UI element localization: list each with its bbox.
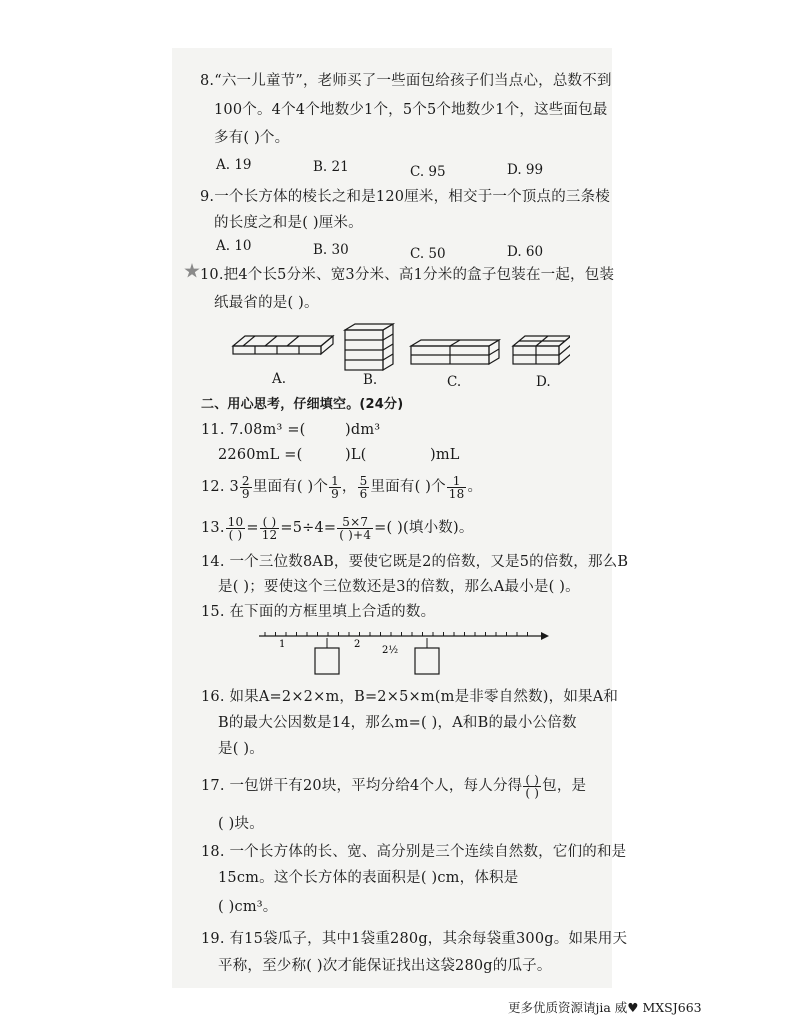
q12-fraction-1: $\frac{2}{9}$ [241,473,250,501]
q13-fraction-1: $\frac{10}{( )}$ [227,514,244,542]
tick-label-2: 2 [354,639,361,650]
q12-prefix: 12. 3 [201,479,239,495]
q19-line2: 平称，至少称( )次才能保证找出这袋280g的瓜子。 [218,958,552,974]
figure-a [233,336,333,354]
q18-line2: 15cm。这个长方体的表面积是( )cm，体积是 [218,870,519,886]
q10-line1: 10.把4个长5分米、宽3分米、高1分米的盒子包装在一起，包装 [200,267,615,283]
q13-eq-1: = [246,520,259,536]
q17-fraction: $\frac{( )}{( )}$ [525,772,540,800]
q12-fraction-2: $\frac{1}{9}$ [331,473,339,501]
q15-line1: 15. 在下面的方框里填上合适的数。 [201,604,436,620]
q12-end: 。 [467,479,483,495]
q13-fraction-2: $\frac{( )}{12}$ [261,514,278,542]
q8-line2: 100个。4个4个地数少1个，5个5个地数少1个，这些面包最 [214,102,608,118]
q11-line1b: )dm³ [345,422,381,438]
q10-label-b: B. [363,372,378,388]
q8-option-b: B. 21 [313,159,349,175]
q10-label-d: D. [536,374,551,390]
q12-text-2: 里面有( )个 [370,479,446,495]
q9-option-d: D. 60 [507,244,544,260]
q10-label-a: A. [272,371,287,387]
q11-line2a: 2260mL =( [218,447,303,463]
q16-line3: 是( )。 [218,741,264,757]
q13-end: =( )(填小数)。 [374,520,474,536]
q12-comma: ， [341,479,357,495]
tick-label-2-5: 2½ [382,645,399,656]
q12-fraction-4: $\frac{1}{18}$ [448,473,465,501]
figure-d [513,336,570,364]
q18-line1: 18. 一个长方体的长、宽、高分别是三个连续自然数，它们的和是 [201,844,627,860]
q12-text-1: 里面有( )个 [252,479,329,495]
q13-line [201,511,474,545]
figure-b [345,324,393,370]
q11-line1a: 11. 7.08m³ =( [201,422,306,438]
q8-line3: 多有( )个。 [214,130,290,146]
q14-line2: 是( )；要使这个三位数还是3的倍数，那么A最小是( )。 [218,579,580,595]
answer-box-2 [415,648,439,674]
q13-fraction-3: $\frac{5\times 7}{( )+4}$ [339,514,372,542]
q11-line2c: )mL [430,447,460,463]
q8-option-d: D. 99 [507,162,544,178]
q13-prefix: 13. [201,520,225,536]
q9-line1: 9.一个长方体的棱长之和是120厘米，相交于一个顶点的三条棱 [200,189,611,205]
q12-fraction-3: $\frac{5}{6}$ [359,473,368,501]
q8-option-c: C. 95 [410,164,446,180]
figure-c [411,340,499,364]
section-2-heading: 二、用心思考，仔细填空。(24分) [201,397,404,412]
q17-line2: ( )块。 [218,816,264,832]
q12-line [201,470,482,504]
q18-line3: ( )cm³。 [218,899,278,915]
q8-line1: 8.“六一儿童节”，老师买了一些面包给孩子们当点心，总数不到 [200,73,612,89]
q8-option-a: A. 19 [216,157,252,173]
q15-number-line [255,626,550,678]
q10-line2: 纸最省的是( )。 [214,295,319,311]
q11-line2b: )L( [345,447,367,463]
q9-option-b: B. 30 [313,242,349,258]
q19-line1: 19. 有15袋瓜子，其中1袋重280g，其余每袋重300g。如果用天 [201,931,628,947]
q10-label-c: C. [447,374,462,390]
q16-line2: B的最大公因数是14，那么m=( )，A和B的最小公倍数 [218,715,577,731]
q17-line1 [201,768,586,804]
q9-line2: 的长度之和是( )厘米。 [214,215,363,231]
q17-text: 17. 一包饼干有20块，平均分给4个人，每人分得 [201,778,523,794]
q14-line1: 14. 一个三位数8AB，要使它既是2的倍数，又是5的倍数，那么B [201,554,629,570]
q16-line1: 16. 如果A=2×2×m，B=2×5×m(m是非零自然数)，如果A和 [201,689,619,705]
tick-label-1: 1 [279,639,286,650]
footer-text: 更多优质资源请jia 威♥ MXSJ663 [508,1000,702,1015]
q17-post: 包，是 [542,778,587,794]
answer-box-1 [315,648,339,674]
q9-option-c: C. 50 [410,246,446,262]
q9-option-a: A. 10 [216,238,252,254]
q13-eq-2: =5÷4= [280,520,337,536]
